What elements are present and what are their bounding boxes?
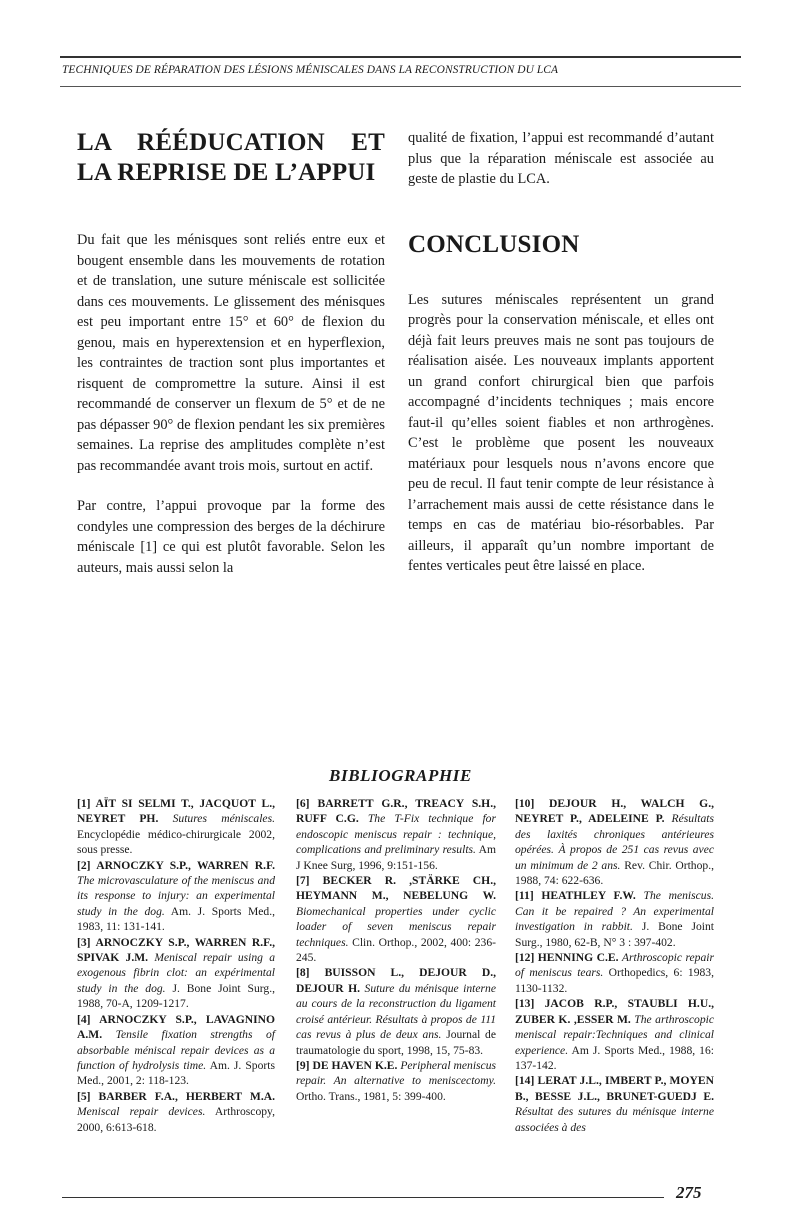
bibliography-column-1 [77,796,275,1135]
bibliography-column-2 [296,796,496,1104]
paragraph-reeducation-1: Du fait que les ménisques sont reliés entre eux et bougent ensemble dans les mouvements de rotation et de translation, une suture méniscale est sollicitée dans ces mouvements. Le glissement des ménisques est peu important entre 15° et 60° de flexion du genou, mais en hyperextension et en hyperflexion, les contraintes de traction sont plus importantes et risquent de compromettre la suture. Ainsi il est recommandé de conserver un flexum de 5° et de ne pas dépasser 90° de flexion pendant les six premières semaines. La reprise des amplitudes complète n’est pas recommandée avant trois mois, surtout en actif. [77,232,385,474]
bibliography-title: BIBLIOGRAPHIE [329,766,472,785]
reference-item: [10] DEJOUR H., WALCH G., NEYRET P., ADELEINE P. Résultats des laxités chroniques antérieures opérées. À propos de 251 cas revus avec un minimum de 2 ans. Rev. Chir. Orthop., 1988, 74: 622-636. [515,797,714,888]
reference-item: [14] LERAT J.L., IMBERT P., MOYEN B., BESSE J.L., BRUNET-GUEDJ E. Résultat des sutures du ménisque interne associées à des [515,1074,714,1134]
running-head: TECHNIQUES DE RÉPARATION DES LÉSIONS MÉNISCALES DANS LA RECONSTRUCTION DU LCA [62,64,559,76]
reference-item: [11] HEATHLEY F.W. The meniscus. Can it be repaired ? An experimental investigation in rabbit. J. Bone Joint Surg., 1980, 62-B, N° 3 : 397-402. [515,889,715,949]
reference-item: [1] AÏT SI SELMI T., JACQUOT L., NEYRET PH. Sutures méniscales. Encyclopédie médico-chirurgicale 2002, sous presse. [77,797,275,857]
reference-item: [7] BECKER R. ,STÄRKE CH., HEYMANN M., NEBELUNG W. Biomechanical properties under cyclic loader of seven meniscus repair techniques. Clin. Orthop., 2002, 400: 236-245. [296,874,496,965]
reference-item: [5] BARBER F.A., HERBERT M.A. Meniscal repair devices. Arthroscopy, 2000, 6:613-618. [77,1089,275,1134]
header-rule [60,86,741,87]
reference-item: [8] BUISSON L., DEJOUR D., DEJOUR H. Suture du ménisque interne au cours de la reconstruction du ligament croisé antérieur. Résultats à propos de 111 cas revus à plus de deux ans. Journal de traumatologie du sport, 1998, 15, 75-83. [296,966,496,1057]
right-column [408,128,714,577]
top-rule [60,56,741,58]
reference-item: [9] DE HAVEN K.E. Peripheral meniscus repair. An alternative to meniscectomy. Ortho. Trans., 1981, 5: 399-400. [296,1058,497,1103]
reference-item: [3] ARNOCZKY S.P., WARREN R.F., SPIVAK J.M. Meniscal repair using a exogenous fibrin clot: an expérimental study in the dog. J. Bone Joint Surg., 1988, 70-A, 1209-1217. [77,935,275,1011]
reference-item: [2] ARNOCZKY S.P., WARREN R.F. The microvasculature of the meniscus and its response to injury: an experimental study in the dog. Am. J. Sports Med., 1983, 11: 131-141. [77,858,276,934]
paragraph-reeducation-2: Par contre, l’appui provoque par la forme des condyles une compression des berges de la déchirure méniscale [1] ce qui est plutôt favorable. Selon les auteurs, mais aussi selon la [77,498,385,576]
reference-item: [13] JACOB R.P., STAUBLI H.U., ZUBER K. ,ESSER M. The arthroscopic meniscal repair:Techniques and clinical experience. Am J. Sports Med., 1988, 16: 137-142. [515,997,714,1072]
footer-rule [62,1197,664,1198]
section-title-conclusion: CONCLUSION [408,230,580,258]
reference-item: [4] ARNOCZKY S.P., LAVAGNINO A.M. Tensile fixation strengths of absorbable méniscal repair devices as a function of hydrolysis time. Am. J. Sports Med., 2001, 2: 118-123. [77,1012,275,1088]
section-title-reeducation: LA RÉÉDUCATION ET LA REPRISE DE L’APPUI [77,129,385,186]
reference-item: [6] BARRETT G.R., TREACY S.H., RUFF C.G. The T-Fix technique for endoscopic meniscus repair : technique, complications and preliminary results. Am J Knee Surg, 1996, 9:151-156. [296,797,496,872]
paragraph-reeducation-2-continued: qualité de fixation, l’appui est recommandé d’autant plus que la réparation méniscale est associée au geste de plastie du LCA. [408,130,714,187]
bibliography-column-3 [515,796,714,1135]
page-number: 275 [676,1183,702,1202]
left-column [77,128,385,578]
reference-item: [12] HENNING C.E. Arthroscopic repair of meniscus tears. Orthopedics, 6: 1983, 1130-1132. [515,951,714,995]
paragraph-conclusion: Les sutures méniscales représentent un grand progrès pour la conservation méniscale, et elles ont déjà fait leurs preuves mais ne sont pas toujours de réalisation aisée. Les nouveaux implants apportent un grand confort chirurgical bien que parfois accompagné d’incidents techniques ; mais encore faut-il qu’elles soient fiables et non arthrogènes. C’est le problème que posent les nouveaux matériaux pour lesquels nous n’avons encore que peu de recul. Il faut tenir compte de leur résistance à l’arrachement mais aussi de cette résistance dans le temps en cas de matériau bio-résorbables. Par ailleurs, il apparaît qu’un nombre important de fentes verticales peut être laissé en place. [408,291,714,574]
